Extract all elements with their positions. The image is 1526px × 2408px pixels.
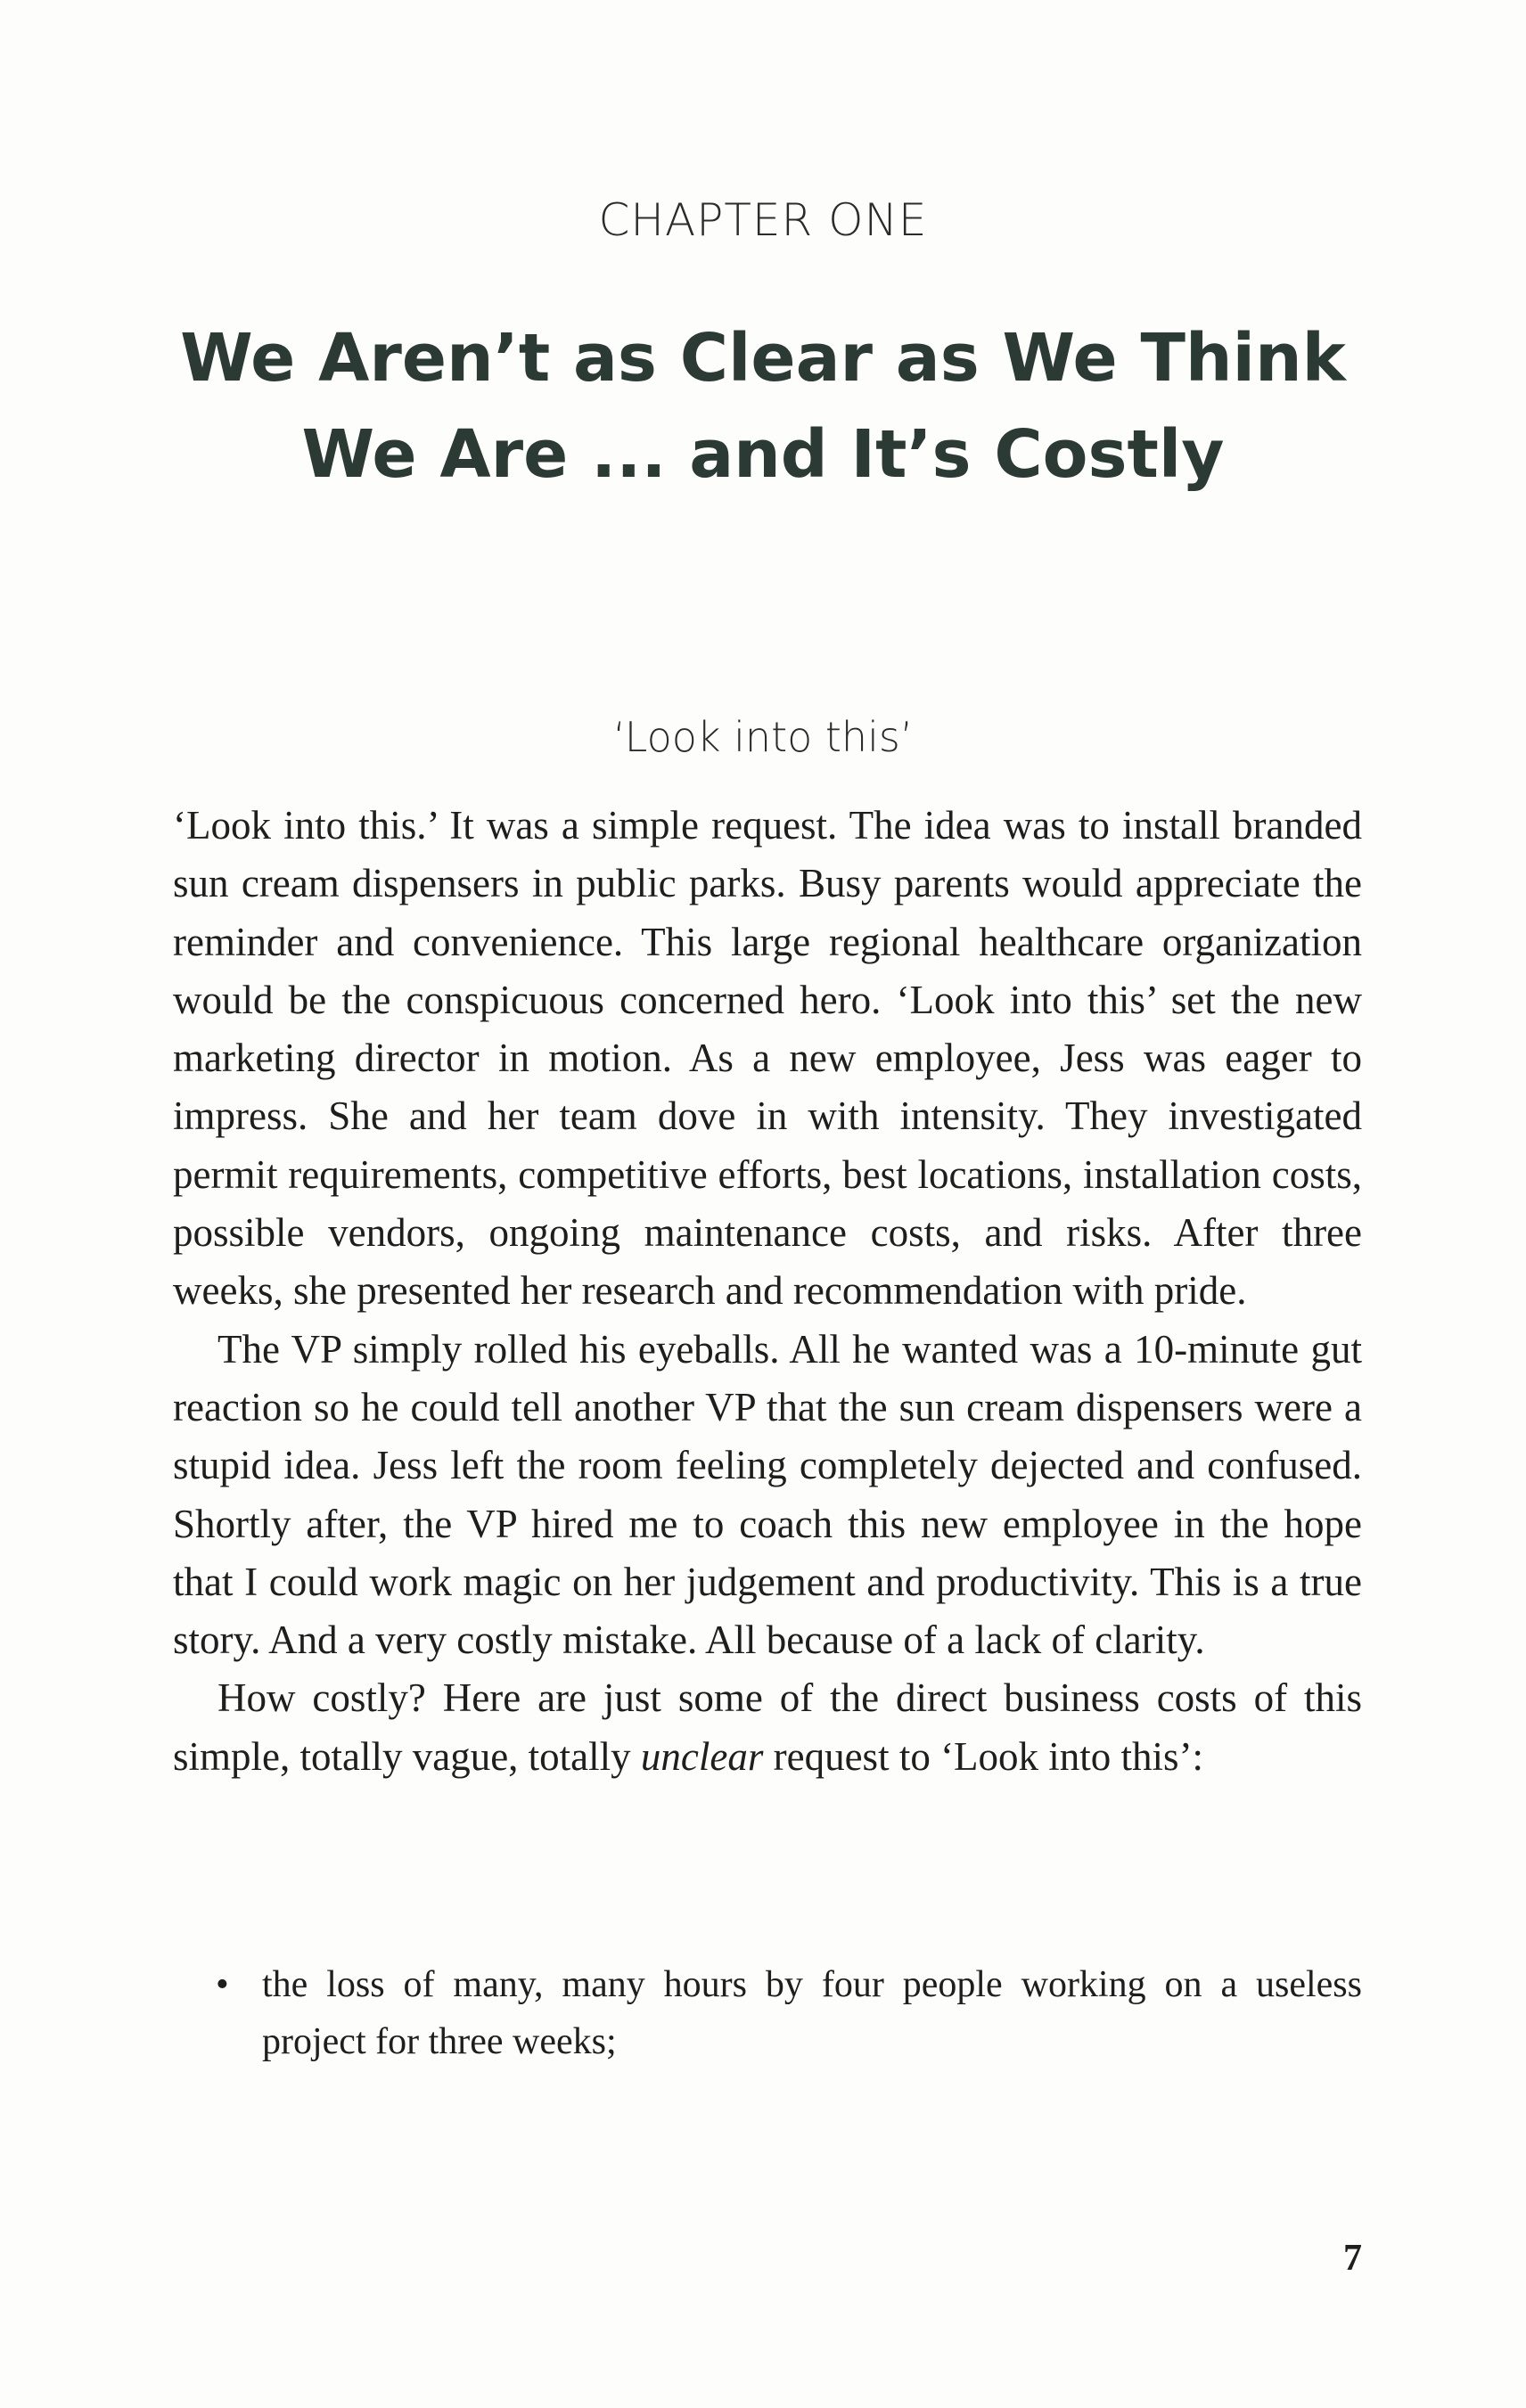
body-text <box>173 797 1362 1786</box>
paragraph-3-text-end: request to ‘Look into this’: <box>763 1733 1204 1779</box>
chapter-label: CHAPTER ONE <box>598 194 928 246</box>
paragraph-3-text-start: How costly? Here are just some of the direct business costs of this simple, totally vague, totally <box>173 1675 1362 1779</box>
page-number: 7 <box>1343 2238 1362 2279</box>
paragraph-3 <box>173 1669 1362 1786</box>
chapter-title-line-2: We Are ... and It’s Costly <box>301 416 1225 493</box>
paragraph-2: The VP simply rolled his eyeballs. All he wanted was a 10-minute gut reaction so he could tell another VP that the sun cream dispensers were a stupid idea. Jess left the room feeling completely dejected and confused. Shortly after, the VP hired me to coach this new employee in the hope that I could work magic on her judgement and productivity. This is a true story. And a very costly mistake. All because of a lack of clarity. <box>173 1326 1362 1663</box>
chapter-title <box>0 310 1526 503</box>
bullet-list <box>216 1956 1362 2070</box>
paragraph-1: ‘Look into this.’ It was a simple request. The idea was to install branded sun cream dispensers in public parks. Busy parents would appreciate the reminder and convenience. This large regional healthcare organization would be the conspicuous concerned hero. ‘Look into this’ set the new marketing director in motion. As a new employee, Jess was eager to impress. She and her team dove in with intensity. They investigated permit requirements, competitive efforts, best locations, installation costs, possible vendors, ongoing maintenance costs, and risks. After three weeks, she presented her research and recommendation with pride. <box>173 803 1362 1314</box>
chapter-title-line-1: We Aren’t as Clear as We Think <box>180 320 1346 397</box>
bullet-marker: • <box>216 1964 229 2005</box>
emphasis-text: unclear <box>640 1733 764 1779</box>
section-heading: ‘Look into this’ <box>612 713 914 761</box>
list-item <box>216 1956 1362 2070</box>
list-item-text: the loss of many, many hours by four people working on a useless project for three weeks; <box>262 1964 1362 2062</box>
